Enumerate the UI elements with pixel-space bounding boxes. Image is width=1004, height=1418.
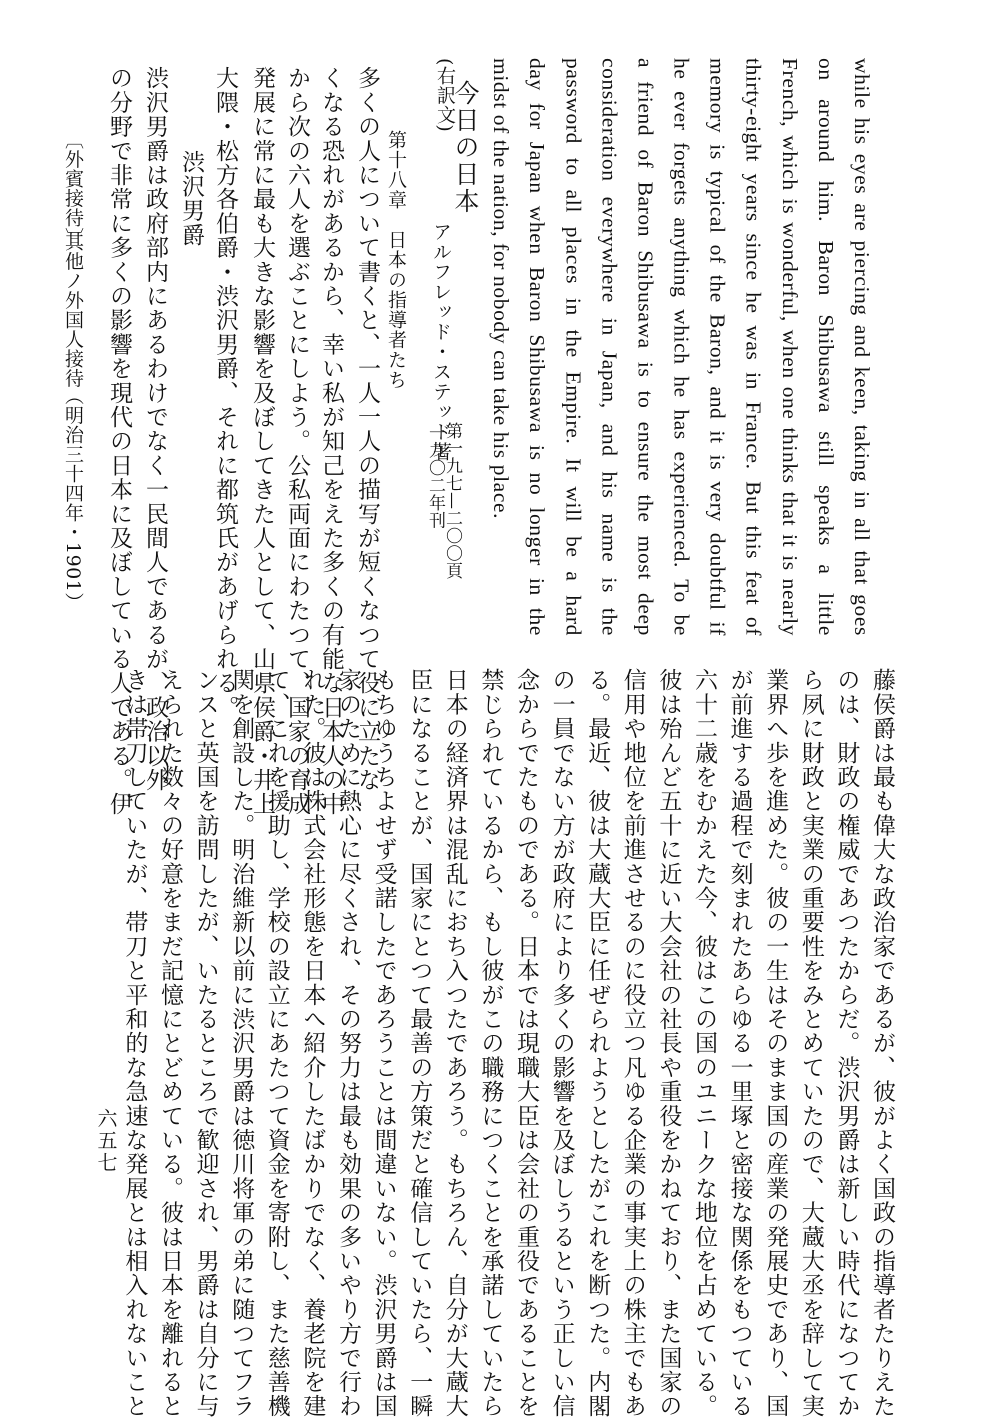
lower-text-line: えられた数々の好意をまだ記憶にとどめている。彼は日本を離れると [157, 668, 183, 1418]
running-header-section: 〔外賓接待〕 [62, 130, 84, 247]
lower-text-line: のは、財政の権威であつたからだ。渋沢男爵は新しい時代になつてか [833, 668, 860, 1418]
lower-text-line: 禁じられているから、もし彼がこの職務につくことを承諾していたら [477, 668, 504, 1418]
lower-text-line: 彼は殆んど五十に近い大会社の社長や重役をかねており、また国家の [655, 668, 682, 1418]
translation-title: 今日の日本 [451, 80, 480, 215]
english-text-line: consideration everywhere in Japan, and his name is the [597, 58, 622, 636]
lower-text-line: が前進する過程で刻まれたあらゆる一里塚と密接な関係をもつている [726, 668, 753, 1418]
source-year: 一九〇二年刊 [425, 424, 445, 529]
source-pages: 第一九七—二〇〇頁 [442, 422, 462, 580]
english-text-line: password to all places in the Empire. It will be a hard [561, 58, 586, 636]
english-text-line: he ever forgets anything which he has experienced. To be [669, 58, 694, 636]
lower-text-line: 業界へ歩を進めた。彼の一生はそのまま国の産業の発展史であり、国 [762, 668, 789, 1418]
lower-text-line: 臣になることが、国家にとつて最善の方策だと確信していたら、一瞬 [406, 668, 433, 1418]
running-header-year: （明治三十四年・1901） [62, 386, 84, 612]
translation-author: アルフレッド・ステッド著 [430, 222, 452, 462]
english-text-line: midst of the nation, for nobody can take his place. [489, 58, 514, 520]
translation-label: (右訳文) [434, 58, 456, 133]
lower-text-line: もちゆうちよせず受諾したであろうことは間違いない。渋沢男爵は国 [370, 668, 397, 1418]
lower-text-line: れた。彼は株式会社形態を日本へ紹介したばかりでなく、養老院を建 [299, 668, 326, 1418]
lower-text-line: 六十二歳をむかえた今、彼はこの国のユニークな地位を占めている。 [691, 668, 717, 1418]
lower-text-line: 信用や地位を前進させるのに役立つ凡ゆる企業の事実上の株主でもあ [619, 668, 646, 1418]
lower-text-line: る。最近、彼は大蔵大臣に任ぜられようとしたがこれを断つた。内閣 [584, 668, 611, 1418]
english-text-line: day for Japan when Baron Shibusawa is no longer in the [525, 58, 550, 636]
chapter-text-line: 大隈・松方各伯爵・渋沢男爵、それに都筑氏があげられる。 [212, 66, 238, 720]
section-subheading: 渋沢男爵 [178, 150, 204, 247]
lower-text-line: ンスと英国を訪問したが、いたるところで歓迎され、男爵は自分に与 [192, 668, 219, 1418]
chapter-heading: 第十八章 日本の指導者たち [385, 130, 407, 390]
chapter-text-line: 発展に常に最も大きな影響を及ぼしてきた人として、山県侯爵・井上 [249, 66, 275, 817]
running-header-subsection: 其他ノ外国人接待 [62, 232, 84, 388]
english-text-line: French, which is wonderful, when one thinks that it is nearly [777, 58, 802, 636]
section-text-line: の分野で非常に多くの影響を現代の日本に及ぼしている人である。伊 [106, 66, 132, 817]
english-text-line: while his eyes are piercing and keen, taking in all that goes [850, 58, 874, 636]
lower-text-line: ら夙に財政と実業の重要性をみとめていたので、大蔵大丞を辞して実 [797, 668, 824, 1418]
english-quotation [489, 58, 880, 638]
lower-text-line: の一員でない方が政府により多くの影響を及ぼしうるという正しい信 [548, 668, 575, 1418]
lower-text-line: 家のために熱心に尽くされ、その努力は最も効果の多いやり方で行わ [335, 668, 361, 1418]
lower-text-line: て、これを援助し、学校の設立にあたつて資金を寄附し、また慈善機 [263, 668, 290, 1418]
lower-text-line: きは帯刀していたが、帯刀と平和的な急速な発展とは相入れないこと [121, 668, 148, 1418]
english-text-line: memory is typical of the Baron, and it is very doubtful if [705, 58, 730, 636]
english-text-line: thirty-eight years since he was in France. But this feat of [741, 58, 766, 636]
chapter-text-line: から次の六人を選ぶことにしよう。公私両面にわたつて、国家の育成 [284, 66, 310, 817]
section-text-line: 渋沢男爵は政府部内にあるわけでなく一民間人であるが、政治以外 [142, 66, 168, 792]
page-number: 六五七 [94, 1108, 118, 1174]
english-text-line: a friend of Baron Shibusawa is to ensure the most deep [633, 58, 658, 636]
english-text-line: on around him. Baron Shibusawa still speaks a little [813, 58, 838, 636]
lower-text-line: 日本の経済界は混乱におち入つたであろう。もちろん、自分が大蔵大 [441, 668, 468, 1418]
lower-text-line: 念からでたものである。日本では現職大臣は会社の重役であることを [513, 668, 539, 1418]
lower-text-line: 関を創設した。明治維新以前に渋沢男爵は徳川将軍の弟に随つてフラ [228, 668, 255, 1418]
chapter-text-line: くなる恐れがあるから、幸い私が知己をえた多くの有能な日本人の中 [318, 66, 344, 817]
chapter-text-line: 多くの人について書くと、一人一人の描写が短くなつて役に立たな [354, 66, 380, 792]
lower-text-line: 藤侯爵は最も偉大な政治家であるが、彼がよく国政の指導者たりえた [869, 668, 895, 1418]
